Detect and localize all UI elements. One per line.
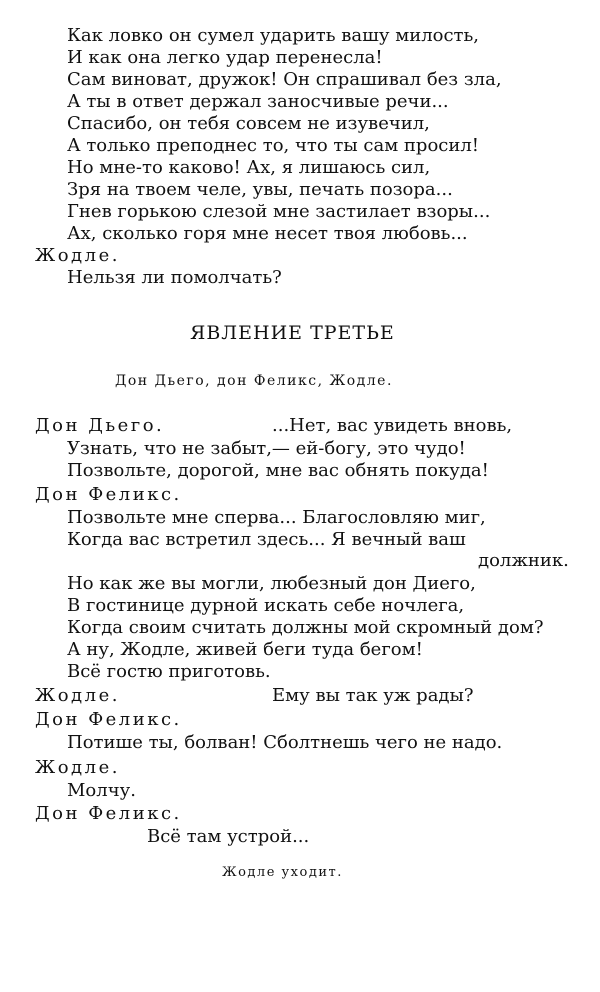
verse-line: Спасибо, он тебя совсем не изувечил, (67, 113, 430, 134)
speaker-name: Жодле. (35, 685, 120, 706)
verse-line: Когда своим считать должны мой скромный дом? (67, 617, 544, 638)
verse-line: Гнев горькою слезой мне застилает взоры... (67, 201, 491, 222)
verse-line: Узнать, что не забыт,— ей-богу, это чудо! (67, 438, 466, 459)
verse-line: А только преподнес то, что ты сам просил! (67, 135, 480, 156)
verse-line: Как ловко он сумел ударить вашу милость, (67, 25, 480, 46)
verse-line: А ну, Жодле, живей беги туда бегом! (67, 639, 423, 660)
verse-line: Потише ты, болван! Сболтнешь чего не надо. (67, 732, 503, 753)
verse-line: В гостинице дурной искать себе ночлега, (67, 595, 465, 616)
verse-line: Но мне-то каково! Ах, я лишаюсь сил, (67, 157, 431, 178)
verse-line-continuation: должник. (478, 550, 569, 571)
verse-line: Нельзя ли помолчать? (67, 267, 282, 288)
speaker-name: Дон Феликс. (35, 484, 182, 505)
verse-line: Позвольте мне сперва... Благословляю миг, (67, 507, 486, 528)
verse-line: Когда вас встретил здесь... Я вечный ваш (67, 529, 466, 550)
speaker-name: Дон Дьего. (35, 415, 165, 436)
speaker-name: Дон Феликс. (35, 709, 182, 730)
speaker-name: Дон Феликс. (35, 803, 182, 824)
verse-line: Всё гостю приготовь. (67, 661, 271, 682)
verse-line: Позвольте, дорогой, мне вас обнять покуда! (67, 460, 489, 481)
verse-line: Сам виноват, дружок! Он спрашивал без зла, (67, 69, 502, 90)
verse-line: Но как же вы могли, любезный дон Диего, (67, 573, 476, 594)
stage-direction: Дон Дьего, дон Феликс, Жодле. (115, 373, 393, 389)
verse-line: И как она легко удар перенесла! (67, 47, 383, 68)
verse-line: Ах, сколько горя мне несет твоя любовь... (67, 223, 468, 244)
verse-line: Ему вы так уж рады? (272, 685, 474, 706)
verse-line: Всё там устрой... (147, 826, 310, 847)
verse-line: А ты в ответ держал заносчивые речи... (67, 91, 449, 112)
speaker-name: Жодле. (35, 757, 120, 778)
speaker-name: Жодле. (35, 245, 120, 266)
scene-heading: ЯВЛЕНИЕ ТРЕТЬЕ (190, 322, 395, 344)
verse-line: Зря на твоем челе, увы, печать позора... (67, 179, 453, 200)
verse-line: ...Нет, вас увидеть вновь, (272, 415, 513, 436)
stage-direction: Жодле уходит. (222, 865, 343, 880)
verse-line: Молчу. (67, 780, 136, 801)
